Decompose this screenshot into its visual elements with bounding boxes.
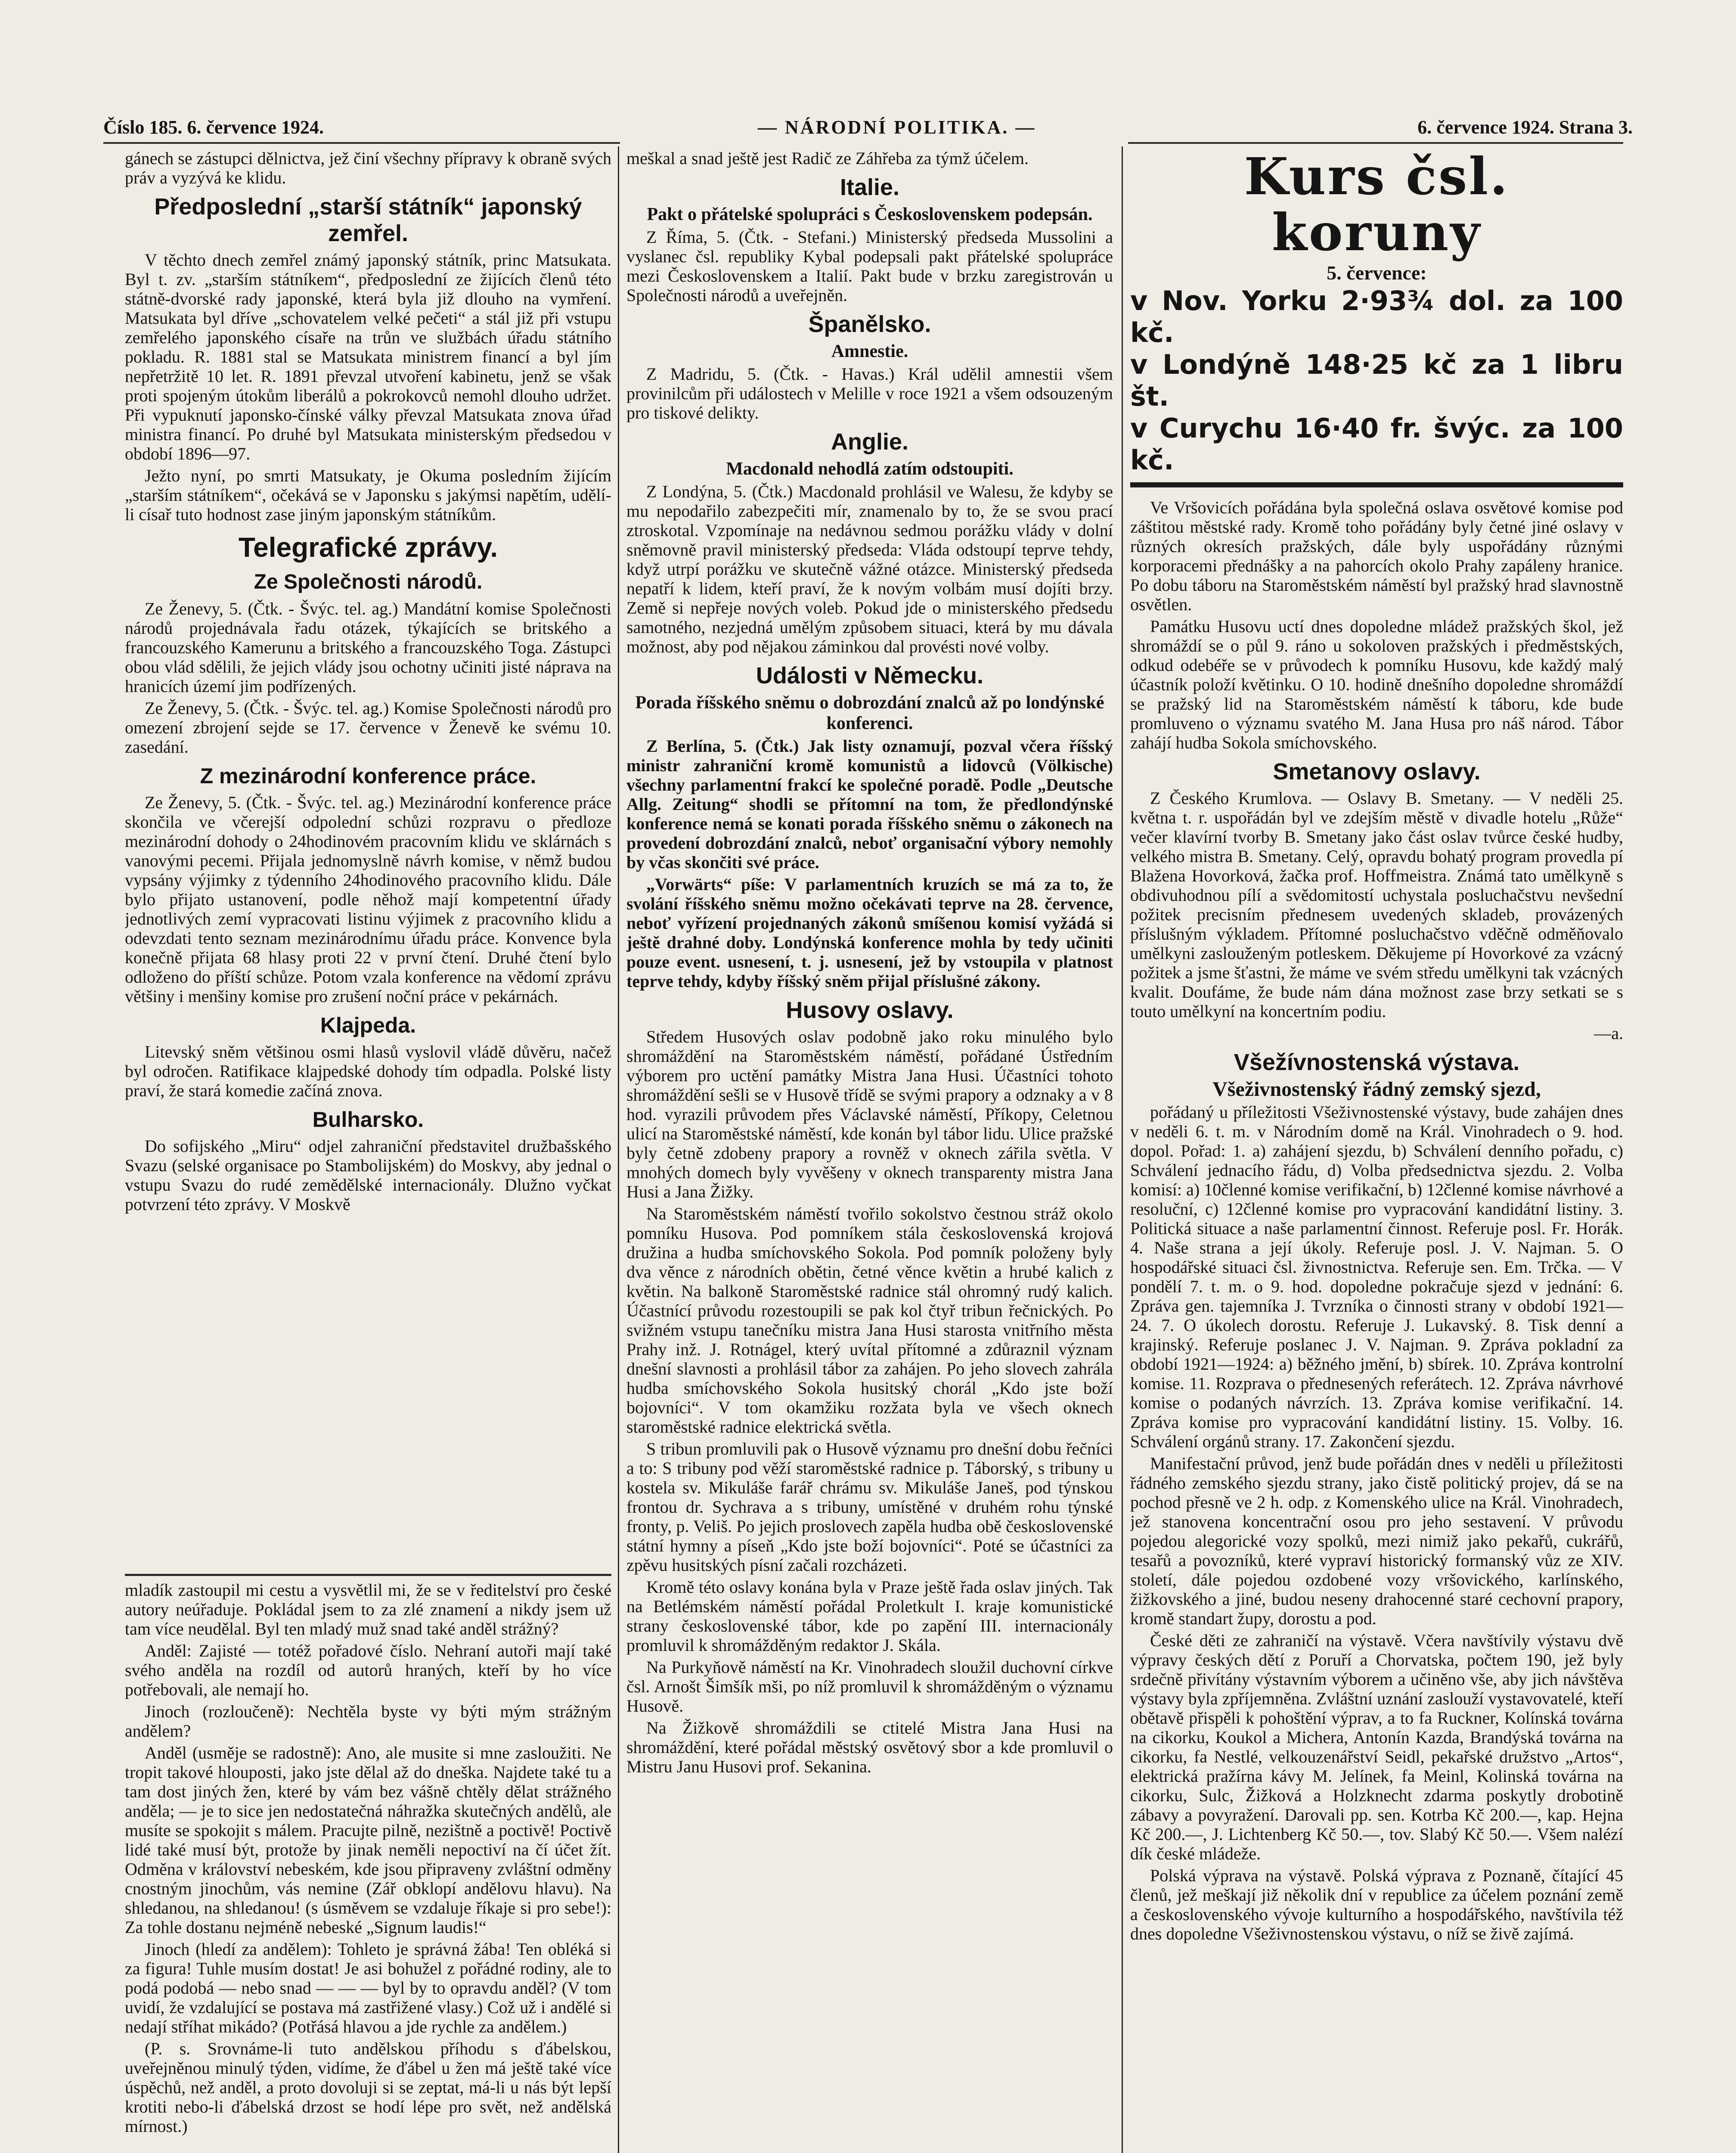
column-2-intro: meškal a snad ještě jest Radič ze Záhřeba za týmž účelem. [626, 149, 1029, 168]
feuilleton-column [125, 1580, 611, 2153]
date-and-page: 6. července 1924. Strana 3. [1417, 117, 1633, 138]
england-title: Anglie. [831, 429, 908, 455]
england-paragraph: Z Londýna, 5. (Čtk.) Macdonald prohlásil ve Walesu, že kdyby se mu nepodařilo zabezpečiti mír, znamenalo by to, že se svou prací ztroskotal. Vzpomínaje na nedávnou sedmou porážku vlády v dolní sněmovně pravil ministerský předseda: Vláda odstoupí teprve tehdy, když utrpí porážku ve skutečně vážné otázce. Ministerský předseda nepatří k lidem, kteří praví, že k novým volbám musí dojíti brzy. Země si nepřeje nových voleb. Pokud jde o ministerského předsedu samotného, nezjedná umělým způsobem situaci, která by mu dávala možnost, aby pod nějakou záminkou dal provésti nové volby. [626, 482, 1113, 656]
feuilleton-paragraph-3: Jinoch (rozloučeně): Nechtěla byste vy býti mým strážným andělem? [125, 1702, 611, 1740]
exhibition-paragraph-2: Manifestační průvod, jenž bude pořádán dnes v neděli u příležitosti řádného zemského sjezdu strany, jako čistě politický projev, dá se na pochod přesně ve 2 h. odp. z Komenského ulice na Král. Vinohradech, jež stanovena koncentrační osou pro jeho sestavení. V průvodu pojedou alegorické vozy spolků, mezi nimiž jako pekařů, cukrářů, tesařů a povozníků, které vypraví historický formanský vůz ze XIV. století, dále pojedou ozdobené vozy vršovického, karlínského, žižkovského a jiné, budou neseny drahocenné staré cechovní prapory, kromě standart župy, dorostu a pod. [1130, 1454, 1623, 1628]
exhibition-title: Všežívnostenská výstava. [1234, 1049, 1520, 1075]
exhibition-paragraph-4: Polská výprava na výstavě. Polská výprava z Poznaně, čítající 45 členů, jež meškají již několik dní v republice za účelem poznání země a československého vývoje kulturního a hospodářského, navštívila též dnes dopoledne Všeživnostenskou výstavu, o níž se živě zajímá. [1130, 1866, 1623, 1943]
vrsovice-paragraph: Ve Vršovicích pořádána byla společná oslava osvětové komise pod záštitou městské rady. Kromě toho pořádány byly četné jiné oslavy v různých okresích pražských, dále byly uspořádány různými korporacemi přednášky a na pahorcích okolo Prahy zapáleny hranice. Po dobu táboru na Staroměstském náměstí byl pražský hrad slavnostně osvětlen. [1130, 498, 1623, 614]
header-rule-right [1128, 142, 1623, 144]
germany-title: Události v Německu. [756, 663, 984, 689]
issue-number: Číslo 185. 6. července 1924. [103, 117, 324, 138]
klaipeda-paragraph: Litevský sněm většinou osmi hlasů vyslovil vládě důvěru, načež byl odročen. Ratifikace klajpedské dohody tím odpadla. Polské listy praví, že stará komedie začíná znova. [125, 1042, 611, 1100]
germany-paragraph-2: „Vorwärts“ píše: V parlamentních kruzích se má za to, že svolání říšského sněmu možno očekávati teprve na 28. července, neboť vyřízení projednaných zákonů smíšenou komisí vyžádá si ještě drahné doby. Londýnská konference mohla by tedy učiniti pouze event. usnesení, t. j. usnesení, jež by vstoupila v platnost teprve tehdy, kdyby říšský sněm přijal příslušné zákony. [626, 875, 1113, 991]
rate-zurich: v Curychu 16·40 fr. švýc. za 100 kč. [1130, 413, 1623, 476]
column-2 [626, 149, 1113, 2153]
hus-paragraph-5: Na Purkyňově náměstí na Kr. Vinohradech sloužil duchovní církve čsl. Arnošt Šimšík mši, po níž promluvil k shromážděným o významu Husově. [626, 1657, 1113, 1716]
currency-box-title: Kurs čsl. koruny [1244, 149, 1510, 262]
hus-paragraph-6: Na Žižkově shromáždili se ctitelé Mistra Jana Husi na shromáždění, které pořádal městský osvětový sbor a kde promluvil o Mistru Janu Husovi prof. Sekanina. [626, 1718, 1113, 1776]
rate-new-york: v Nov. Yorku 2·93¾ dol. za 100 kč. [1130, 285, 1623, 348]
column-divider-2 [1122, 146, 1123, 2153]
feuilleton-paragraph-6: (P. s. Srovnáme-li tuto andělskou příhodu s ďábelskou, uveřejněnou minulý týden, vidíme, že ďábel u žen má ještě také více úspěchů, než anděl, a proto dovoluji si se zeptat, má-li u nás být lepší krotiti nebo-li ďábelská drzost se hodí lépe pro svět, než andělská mírnost.) [125, 2039, 611, 2136]
labor-conference-title: Z mezinárodní konference práce. [200, 764, 536, 788]
italy-paragraph: Z Říma, 5. (Čtk. - Stefani.) Ministerský předseda Mussolini a vyslanec čsl. republiky Kybal podepsali pakt přátelské spolupráce mezi Československem a Italií. Pakt bude v brzku zaregistrován u Společnosti národů a uveřejněn. [626, 227, 1113, 305]
header-rule [103, 142, 620, 144]
spain-paragraph: Z Madridu, 5. (Čtk. - Havas.) Král udělil amnestii všem provinilcům při událostech v Melille v roce 1921 a všem odsouzeným pro tiskové delikty. [626, 364, 1113, 422]
england-subtitle: Macdonald nehodlá zatím odstoupiti. [726, 459, 1014, 479]
telegraph-section-title: Telegrafické zprávy. [238, 532, 498, 563]
smetana-signature: —a. [1594, 1024, 1623, 1043]
spain-subtitle: Amnestie. [831, 341, 908, 361]
feuilleton-paragraph-4: Anděl (usměje se radostně): Ano, ale musite si mne zasloužiti. Ne tropit takové hlouposti, jako jste dělal až do dneška. Najdete také tu a tam dost jiných žen, které by vám bez vášně chtěly dělat strážného anděla; — je to sice jen nedostatečná náhražka skutečných andělů, ale musíte se spokojit s málem. Pracujte pilně, nezištně a poctivě! Poctivě lidé také musí být, protože by jinak neměli nepoctiví na čí účet žít. Odměna v království nebeském, kde jsou připraveny zvláštní odměny cnostným jinochům, vás nemine (Zář obklopí andělovu hlavu). Na shledanou, na shledanou! (s úsměvem se vzdaluje říkaje si pro sebe!): Za tohle dostanu nejméně nebeské „Signum laudis!“ [125, 1743, 611, 1937]
column-3 [1130, 149, 1623, 2153]
column-1-intro: gánech se zástupci dělnictva, jež činí všechny přípravy k obraně svých práv a vyzývá ke klidu. [125, 149, 611, 187]
page-header [103, 108, 1633, 142]
league-of-nations-subtitle: Ze Společnosti národů. [254, 571, 483, 593]
rate-london: v Londýně 148·25 kč za 1 libru št. [1130, 349, 1623, 412]
hus-paragraph-3: S tribun promluvili pak o Husově významu pro dnešní dobu řečníci a to: S tribuny pod věží staroměstské radnice p. Táborský, s tribuny u kostela sv. Mikuláše farář chrámu sv. Mikuláše Janeš, pod týnskou frontou dr. Sychrava a s tribuny, umístěné v druhém rohu týnské fronty, p. Veliš. Po jejich proslovech zapěla hudba obě československé státní hymny a píseň „Kdo jste boží bojovníci“. Poté se účastníci za zpěvu husitských písní začali rozcházeti. [626, 1439, 1113, 1575]
spain-title: Španělsko. [808, 311, 931, 337]
masthead-title: — NÁRODNÍ POLITIKA. — [758, 117, 1036, 138]
labor-paragraph: Ze Ženevy, 5. (Čtk. - Švýc. tel. ag.) Mezinárodní konference práce skončila ve včerejší odpolední schůzi rozpravu o předloze mezinárodní dohody o 24hodinovém pracovním klidu ve sklárnách s vanovými pecemi. Přijala jednomyslně návrh komise, v němž budou vypsány výjimky z týdenního 24hodinového pracovního klidu. Dále bylo přijato ustanovení, podle něhož mají kompetentní úřady jednotlivých zemí vypracovati listinu výjimek z pracovního klidu a odevzdati tento seznam mezinárodnímu úřadu práce. Konvence byla konečně přijata 68 hlasy proti 22 v první čtení. Druhé čtení bylo odloženo do příští schůze. Potom vzala konference na vědomí zprávu většiny i menšiny komise pro zrušení noční práce v pekárnách. [125, 793, 611, 1006]
smetana-title: Smetanovy oslavy. [1273, 759, 1481, 785]
school-youth-paragraph: Památku Husovu uctí dnes dopoledne mládež pražských škol, jež shromáždí se o půl 9. ráno u sokoloven pražských i předměstských, odkud odebéře se v průvodech k pomníku Husovu, kde každý malý účastník položí květinku. O 10. hodině dnešního dopoledne shromáždí se pražský lid na Staroměstském náměstí k táboru, kde bude promluveno o významu svatého M. Jana Husa pro náš národ. Tábor zahájí hudba Sokola smíchovského. [1130, 617, 1623, 752]
currency-box-rule [1130, 482, 1623, 487]
japan-article-title: Předposlední „starší státník“ japonský zemřel. [154, 194, 582, 246]
feuilleton-paragraph-1: mladík zastoupil mi cestu a vysvětlil mi, že se v ředitelství pro české autory neúřaduje. Pokládal jsem to za zlé znamení a nikdy jsem už tam více neudělal. Byl ten mladý muž snad také anděl strážný? [125, 1580, 611, 1638]
exhibition-subtitle: Všeživnostenský řádný zemský sjezd, [1212, 1078, 1541, 1101]
italy-subtitle: Pakt o přátelské spolupráci s Československem podepsán. [647, 205, 1093, 224]
hus-paragraph-4: Kromě této oslavy konána byla v Praze ještě řada oslav jiných. Tak na Betlémském náměstí pořádal Proletkult I. kraje komunistické strany československé tábor, kde po zapění III. internacionály promluvil k shromážděným redaktor J. Skála. [626, 1577, 1113, 1655]
japan-paragraph-2: Ježto nyní, po smrti Matsukaty, je Okuma posledním žijícím „starším státníkem“, očekává se v Japonsku s jakýmsi napětím, udělí-li císař tuto hodnost zase jiným japonským státníkům. [125, 466, 611, 524]
germany-paragraph-1: Z Berlína, 5. (Čtk.) Jak listy oznamují, pozval včera říšský ministr zahraniční kromě komunistů a lidovců (Völkische) všechny parlamentní frakcí ke společné poradě. Podle „Deutsche Allg. Zeitung“ shodli se přítomní na tom, že předlondýnské konference nemá se konati porada říšského sněmu o zákonech na provedení dobrozdání znalců, neboť organisační výbory nemohly by včas skončiti své práce. [626, 736, 1113, 872]
japan-paragraph-1: V těchto dnech zemřel známý japonský státník, princ Matsukata. Byl t. zv. „starším státníkem“, předposlední ze žijících členů této státně-dvorské rady japonské, která byla již dlouho na vymření. Matsukata byl dříve „schovatelem velké pečeti“ a stál již při vstupu zemřelého japonského císaře na trůn ve službách úřadu státního pokladu. R. 1881 stal se Matsukata ministrem financí a byl jím nepřetržitě 10 let. R. 1891 převzal utvoření kabinetu, jenž se však proti spojeným útokům liberálů a pokrokovců nemohl dlouho udržet. Při vypuknutí japonsko-čínské války převzal Matsukata znova úřad ministra financí. Po druhé byl Matsukata ministerským předsedou v období 1896—97. [125, 250, 611, 463]
feuilleton-paragraph-2: Anděl: Zajisté — totéž pořadové číslo. Nehraní autoři mají také svého anděla na rozdíl od autorů hraných, kteří by ho více potřebovali, ale nemají ho. [125, 1641, 611, 1699]
currency-date: 5. července: [1327, 262, 1427, 284]
hus-paragraph-2: Na Staroměstském náměstí tvořilo sokolstvo čestnou stráž okolo pomníku Husova. Pod pomníkem stála československá krojová družina a hudba smíchovského Sokola. Pod pomník položeny byly dva věnce z národních obětin, četné věnce květin a hrubé kalich z květin. Na balkoně Staroměstské radnice stál ohromný rudý kalich. Účastnící průvodu rozestoupili se pak kol čtyř tribun řečnických. Po svižném vstupu tanečníku mistra Jana Husi starosta vnitřního města Prahy inž. J. Rotnágel, který uvítal přítomné a zdůraznil význam dnešní slavnosti a prohlásil tábor za zahájen. Po jeho slovech zahrála hudba smíchovského Sokola husitský chorál „Kdo jste boží bojovníci“. V tom okamžiku rozžata byla ve všech oknech staroměstské radnice elektrická světla. [626, 1204, 1113, 1436]
klaipeda-title: Klajpeda. [320, 1013, 416, 1037]
germany-subtitle: Porada říšského sněmu o dobrozdání znalců až po londýnské konferenci. [635, 693, 1104, 733]
hus-celebrations-title: Husovy oslavy. [786, 997, 954, 1023]
hus-paragraph-1: Středem Husových oslav podobně jako roku minulého bylo shromáždění na Staroměstském náměstí, pořádané Ústředním výborem pro uctění památky Mistra Jana Husi. Účastníci tohoto shromáždění sešli se v Husově třídě se svými prapory a odznaky a v 8 hod. vyrazili průvodem přes Václavské náměstí, Příkopy, Celetnou ulicí na Staroměstské náměstí, kde konán byl tábor lidu. Ulice pražské byly četně zdobeny prapory a rovněž v oknech zářila světla. V mnohých domech byly vyvěšeny v oknech transparenty mistra Jana Husi a Jana Žižky. [626, 1027, 1113, 1201]
feuilleton-paragraph-5: Jinoch (hledí za andělem): Tohleto je správná žába! Ten obléká si za figura! Tuhle musím dostat! Je asi bohužel z pořádné rodiny, ale to podá podobá — nebo snad — — — byl by to opravdu anděl? (V tom uvidí, že vzdalující se postava má zastřižené vlasy.) Což už i andělé si nedají stříhat mikádo? (Potřásá hlavou a jde rychle za andělem.) [125, 1939, 611, 2036]
geneva-paragraph-2: Ze Ženevy, 5. (Čtk. - Švýc. tel. ag.) Komise Společnosti národů pro omezení zbrojení sejde se 17. července v Ženevě ke svému 10. zasedání. [125, 698, 611, 757]
bulgaria-title: Bulharsko. [312, 1108, 424, 1132]
bulgaria-paragraph: Do sofijského „Miru“ odjel zahraniční představitel družbašského Svazu (selské organisace po Stambolijském) do Moskvy, aby jednal o vstupu Svazu do rudé zemědělské internacionály. Dlužno vyčkat potvrzení této zprávy. V Moskvě [125, 1136, 611, 1214]
column-divider-1 [618, 146, 619, 2153]
exhibition-paragraph-1: pořádaný u příležitosti Všeživnostenské výstavy, bude zahájen dnes v neděli 6. t. m. v Národním domě na Král. Vinohradech o 9. hod. dopol. Pořad: 1. a) zahájení sjezdu, b) Schválení denního pořadu, c) Schválení jednacího řádu, d) Volba předsednictva sjezdu. 2. Volba komisí: a) 10členné komise verifikační, b) 12členné komise návrhové a resoluční, c) 12členné komise pro vypracování kandidátní listiny. 3. Politická situace a naše parlamentní činnost. Referuje posl. Fr. Horák. 4. Naše strana a její úkoly. Referuje posl. J. V. Najman. 5. O hospodářské situaci čsl. živnostnictva. Referuje sen. Em. Trčka. — V pondělí 7. t. m. o 9. hod. dopoledne pokračuje sjezd v jednání: 6. Zpráva gen. tajemníka J. Tvrzníka o činnosti strany v období 1921—24. 7. O úkolech dorostu. Referuje J. Lukavský. 8. Tisk denní a krajinský. Referuje poslanec J. V. Najman. 9. Zpráva pokladní za období 1921—1924: a) běžného jmění, b) sbírek. 10. Zpráva kontrolní komise. 11. Rozprava o přednesených referátech. 12. Zpráva návrhové komise o podaných návrzích. 13. Zpráva komise verifikační. 14. Zpráva komise pro vypracování kandidátní listiny. 15. Volby. 16. Schválení orgánů strany. 17. Zakončení sjezdu. [1130, 1102, 1623, 1451]
italy-title: Italie. [840, 174, 900, 200]
feuilleton-rule [125, 1574, 611, 1576]
column-1 [125, 149, 611, 1570]
smetana-paragraph: Z Českého Krumlova. — Oslavy B. Smetany. — V neděli 25. května t. r. uspořádán byl ve zdejším městě v divadle hotelu „Růže“ večer klavírní tvorby B. Smetany jako část oslav tvůrce české hudby, velkého mistra B. Smetany. Celý, opravdu bohatý program provedla pí Blažena Hovorková, žačka prof. Hoffmeistra. Známá tato umělkyně s obdivuhodnou pílí a svědomitostí uchystala posluchačstvu nevšední požitek precisním přednesem uvedených skladeb, provázených příslušným výkladem. Přítomné posluchačstvo vděčně odměňovalo umělkyni zaslouženým potleskem. Děkujeme pí Hovorkové za vzácný požitek a jsme šťastni, že máme ve svém středu umělkyni tak vzácných kvalit. Doufáme, že bude nám dána možnost zase brzy setkati se s touto umělkyní na koncertním podiu. [1130, 788, 1623, 1021]
geneva-paragraph-1: Ze Ženevy, 5. (Čtk. - Švýc. tel. ag.) Mandátní komise Společnosti národů projednávala řadu otázek, týkajících se britského a francouzského Kamerunu a britského a francouzského Toga. Zástupci obou vlád sdělili, že jejich vlády jsou ochotny učiniti jisté náprava na hranicích území jim podřízených. [125, 599, 611, 696]
exhibition-paragraph-3: České děti ze zahraničí na výstavě. Včera navštívily výstavu dvě výpravy českých dětí z Poruří a Chorvatska, počtem 190, jež byly srdečně přivítány výstavním výborem a učiněno vše, aby jich návštěva výstavy byla zpříjemněna. Zvláštní uznání zaslouží vystavovatelé, kteří obětavě přispěli k pohoštění výprav, a to fa Ruckner, Kolínská továrna na cikorku, Koukol a Michera, Antonín Kazda, Brandýská továrna na cikorku, fa Nestlé, velkouzenářství Seidl, pekařské družstvo „Artos“, elektrická pražírna kávy M. Jelínek, fa Meinl, Kolinská továrna na cikorku, Sulc, Žižková a Holzknecht zdarma poskytly drobotině zábavy a povyražení. Darovali pp. sen. Kotrba Kč 200.—, kap. Hejna Kč 200.—, J. Lichtenberg Kč 50.—, tov. Slabý Kč 50.—. Všem nalézí dík české mládeže. [1130, 1631, 1623, 1863]
